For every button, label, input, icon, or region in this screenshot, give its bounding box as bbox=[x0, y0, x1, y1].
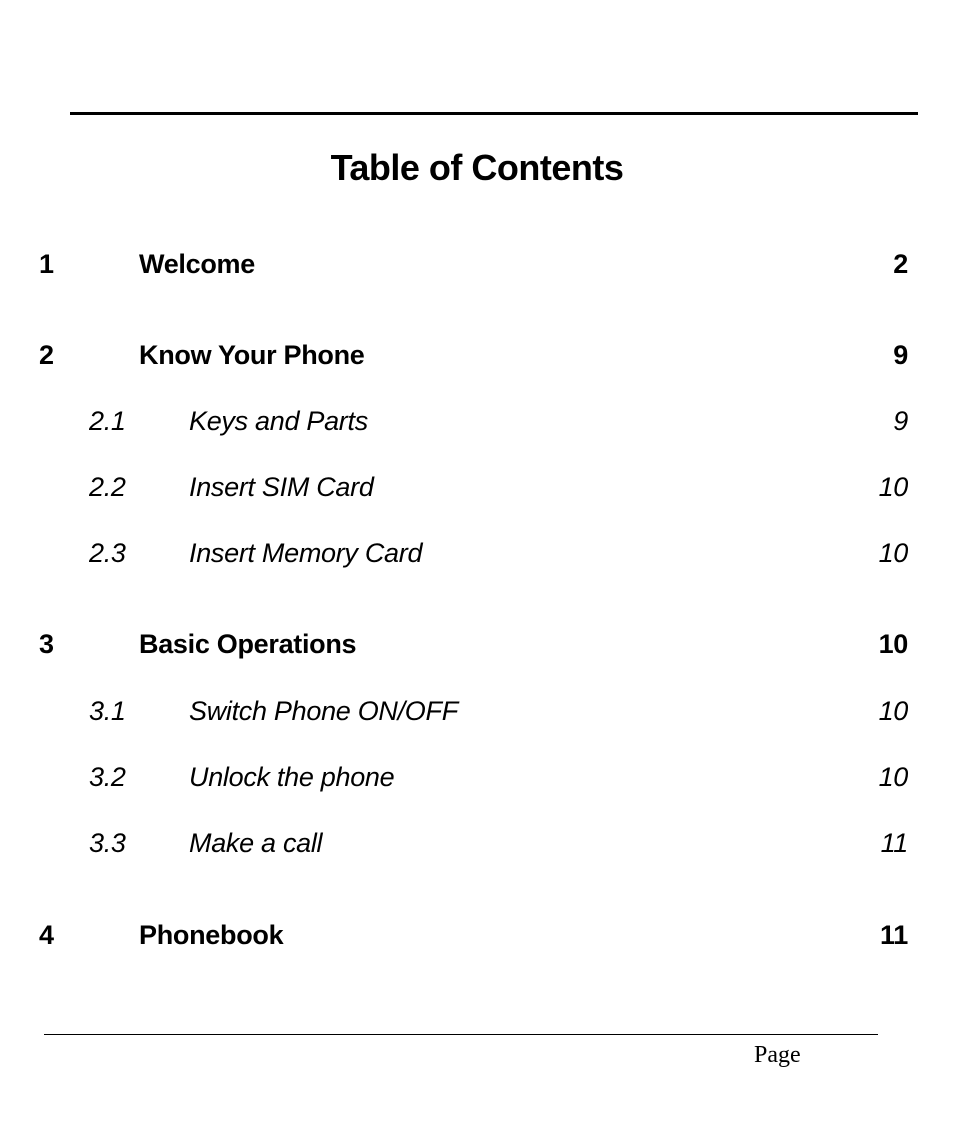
toc-entry-phonebook[interactable] bbox=[39, 917, 908, 953]
toc-entry-make-a-call[interactable] bbox=[89, 825, 908, 861]
toc-entry-keys-and-parts[interactable] bbox=[89, 403, 908, 439]
toc-number: 3.3 bbox=[89, 828, 126, 858]
toc-entry-insert-memory-card[interactable] bbox=[89, 535, 908, 571]
toc-label: Insert Memory Card bbox=[189, 538, 423, 568]
toc-label: Basic Operations bbox=[139, 629, 357, 659]
toc-page-number: 10 bbox=[878, 538, 908, 568]
toc-page-number: 10 bbox=[878, 472, 908, 502]
toc-page-number: 10 bbox=[878, 629, 908, 659]
footer-page-label: Page bbox=[754, 1042, 801, 1068]
toc-label: Switch Phone ON/OFF bbox=[189, 696, 458, 726]
toc-number: 1 bbox=[39, 249, 54, 279]
toc-page-number: 11 bbox=[880, 828, 908, 858]
page-title: Table of Contents bbox=[330, 147, 624, 188]
toc-entry-basic-operations[interactable] bbox=[39, 626, 908, 662]
toc-number: 3.1 bbox=[89, 696, 126, 726]
toc-label: Keys and Parts bbox=[189, 406, 368, 436]
toc-number: 3.2 bbox=[89, 762, 126, 792]
toc-page-number: 10 bbox=[878, 762, 908, 792]
toc-page-number: 10 bbox=[878, 696, 908, 726]
toc-label: Insert SIM Card bbox=[189, 472, 374, 502]
toc-page-number: 9 bbox=[893, 406, 908, 436]
toc-label: Welcome bbox=[139, 249, 255, 279]
toc-number: 2.2 bbox=[89, 472, 126, 502]
toc-page-number: 9 bbox=[893, 340, 908, 370]
toc-label: Phonebook bbox=[139, 920, 284, 950]
toc-entry-switch-phone-on-off[interactable] bbox=[89, 693, 908, 729]
toc-entry-welcome[interactable] bbox=[39, 246, 908, 282]
toc-number: 4 bbox=[39, 920, 54, 950]
toc-number: 2.3 bbox=[89, 538, 126, 568]
toc-entry-unlock-the-phone[interactable] bbox=[89, 759, 908, 795]
toc-entry-know-your-phone[interactable] bbox=[39, 337, 908, 373]
toc-label: Make a call bbox=[189, 828, 323, 858]
toc-number: 2.1 bbox=[89, 406, 126, 436]
toc-label: Unlock the phone bbox=[189, 762, 395, 792]
footer-rule bbox=[44, 1034, 878, 1035]
toc-label: Know Your Phone bbox=[139, 340, 365, 370]
toc-number: 2 bbox=[39, 340, 54, 370]
toc-entry-insert-sim-card[interactable] bbox=[89, 469, 908, 505]
top-rule bbox=[70, 112, 918, 115]
toc-page-number: 2 bbox=[893, 249, 908, 279]
toc-page-number: 11 bbox=[880, 920, 908, 950]
toc-number: 3 bbox=[39, 629, 54, 659]
